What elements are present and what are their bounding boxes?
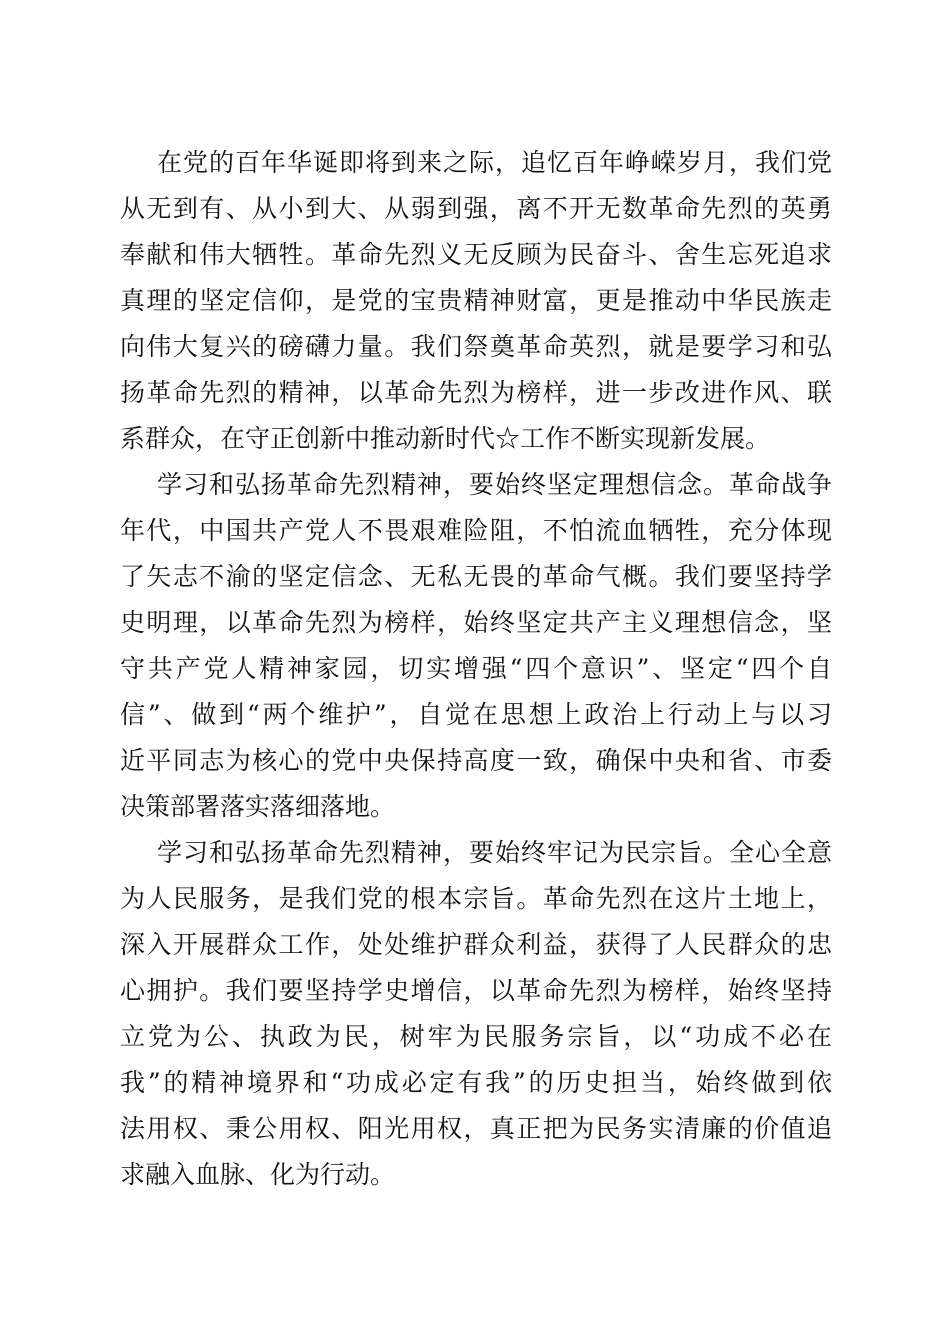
text-line: 向伟大复兴的磅礴力量。我们祭奠革命英烈，就是要学习和弘	[120, 332, 832, 361]
text-line: 深入开展群众工作，处处维护群众利益，获得了人民群众的忠	[120, 930, 832, 959]
text-line: 近平同志为核心的党中央保持高度一致，确保中央和省、市委	[120, 746, 832, 775]
text-line: 立党为公、执政为民，树牢为民服务宗旨，以“功成不必在	[120, 1022, 832, 1051]
text-line: 学习和弘扬革命先烈精神，要始终坚定理想信念。革命战争	[157, 470, 832, 499]
paragraph-2	[120, 462, 832, 830]
paragraph-1	[120, 140, 832, 462]
text-line: 我”的精神境界和“功成必定有我”的历史担当，始终做到依	[120, 1068, 832, 1097]
text-line: 系群众，在守正创新中推动新时代☆工作不断实现新发展。	[120, 424, 771, 453]
text-line: 求融入血脉、化为行动。	[120, 1160, 396, 1189]
text-line: 奉献和伟大牺牲。革命先烈义无反顾为民奋斗、舍生忘死追求	[120, 240, 832, 269]
text-line: 扬革命先烈的精神，以革命先烈为榜样，进一步改进作风、联	[120, 378, 832, 407]
text-line: 学习和弘扬革命先烈精神，要始终牢记为民宗旨。全心全意	[157, 838, 832, 867]
text-line: 法用权、秉公用权、阳光用权，真正把为民务实清廉的价值追	[120, 1114, 832, 1143]
text-line: 真理的坚定信仰，是党的宝贵精神财富，更是推动中华民族走	[120, 286, 832, 315]
text-line: 年代，中国共产党人不畏艰难险阻，不怕流血牺牲，充分体现	[120, 516, 832, 545]
text-line: 在党的百年华诞即将到来之际，追忆百年峥嵘岁月，我们党	[157, 148, 832, 177]
text-line: 守共产党人精神家园，切实增强“四个意识”、坚定“四个自	[120, 654, 832, 683]
text-line: 从无到有、从小到大、从弱到强，离不开无数革命先烈的英勇	[120, 194, 832, 223]
text-line: 决策部署落实落细落地。	[120, 792, 396, 821]
paragraph-3	[120, 830, 832, 1198]
document-body	[120, 140, 832, 1198]
text-line: 史明理，以革命先烈为榜样，始终坚定共产主义理想信念，坚	[120, 608, 832, 637]
text-line: 心拥护。我们要坚持学史增信，以革命先烈为榜样，始终坚持	[120, 976, 832, 1005]
text-line: 了矢志不渝的坚定信念、无私无畏的革命气概。我们要坚持学	[120, 562, 832, 591]
text-line: 为人民服务，是我们党的根本宗旨。革命先烈在这片土地上，	[120, 884, 832, 913]
text-line: 信”、做到“两个维护”，自觉在思想上政治上行动上与以习	[120, 700, 832, 729]
